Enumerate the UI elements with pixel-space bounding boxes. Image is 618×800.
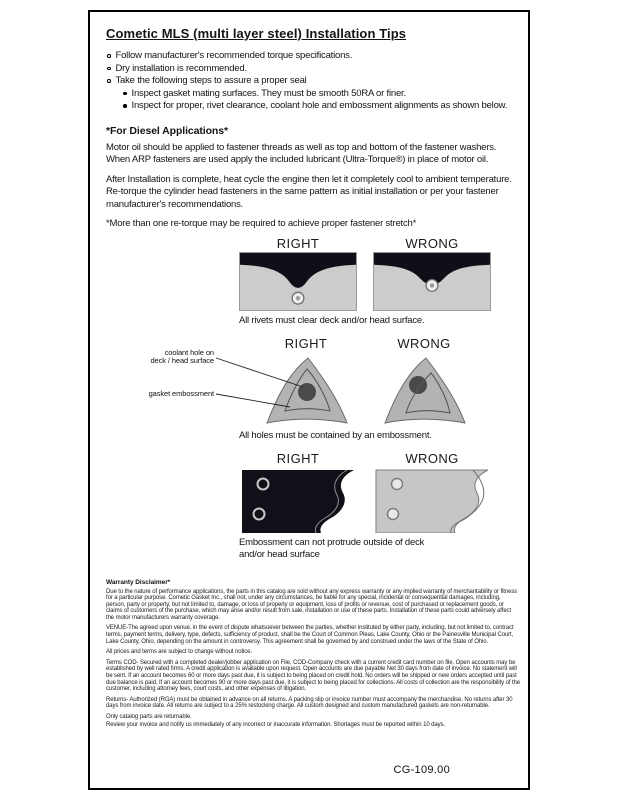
sub-tip-item (106, 100, 520, 113)
right-label: RIGHT (276, 450, 320, 466)
embossment-protruding-icon (373, 467, 491, 533)
heat-cycle-paragraph: After Installation is complete, heat cycle the engine then let it completely cool to ambient temperature. Re-torque the cylinder head fasteners in the same pattern as initial installation or per your fastener manufacturer's recommendations. (106, 173, 512, 210)
tip-text: Dry installation is recommended. (115, 62, 247, 74)
right-label: RIGHT (276, 235, 320, 251)
embossment-wrong-diagram (373, 467, 491, 533)
rivet-clearance-bad-icon (374, 253, 490, 310)
warranty-paragraph: Due to the nature of performance applications, the parts in this catalog are sold without any express warranty or any implied warranty of merchantability or fitness for a particular purpose. Cometic Gasket Inc., shall not, under any circumstances, be liable for any special, incidental or consequential damages, including, person, party or property, but not limited to, damage, or loss of property or equipment, loss of profits or revenue, cost of purchased or replacement goods, or claims of customers of the purchase, which may arise and/or result from sale, installation or use of these parts. Installation of these parts could adversely affect the motor manufacturers warranty coverage. (106, 588, 518, 621)
hole-wrong-diagram (376, 352, 472, 426)
motor-oil-paragraph: Motor oil should be applied to fastener threads as well as top and bottom of the fastener washers. When ARP fasteners are used apply the included lubricant (Ultra-Torque®) in place of motor oil. (106, 141, 497, 165)
right-label: RIGHT (284, 335, 328, 351)
rivet-right-diagram (239, 252, 357, 311)
open-bullet-icon (107, 79, 111, 83)
warranty-paragraph: Terms COD- Secured with a completed dealer/jobber application on File, COD-Company check with a current credit card number on file. Open accounts may be established by well rated firms. A credit application is available upon request. Open accounts are due payable Net 30 days from date of invoice. No statement will be sent. If an account becomes 60 or more days past due, it is subject to being placed on credit hold. No orders will be shipped or new orders accepted until past due balance is paid. If an account becomes 90 or more days past due, it is subject to being placed for collections. All costs of collection are the responsibility of the customer, including attorney fees, court costs, and other expenses of litigation. (106, 659, 521, 693)
page-title: Cometic MLS (multi layer steel) Installation Tips (106, 26, 407, 41)
open-bullet-icon (107, 54, 111, 58)
embossment-right-diagram (239, 467, 357, 533)
sub-tip-text: Inspect for proper, rivet clearance, coolant hole and embossment alignments as shown below. (131, 100, 508, 111)
wrong-label: WRONG (397, 335, 451, 351)
warranty-paragraph: Returns- Authorized (RGA) must be obtained in advance on all returns. A packing slip or invoice number must accompany the merchandise. No returns after 30 days from invoice date. All returns are subject to a 25% restocking charge. All custom designed and custom manufactured gaskets are non-returnable. (106, 696, 513, 710)
wrong-label: WRONG (405, 450, 459, 466)
hole-caption: All holes must be contained by an embossment. (239, 429, 432, 441)
embossment-inside-icon (239, 467, 357, 533)
page-frame (88, 10, 530, 790)
tips-list (106, 50, 520, 113)
filled-bullet-icon (123, 92, 127, 96)
gasket-embossment-label: gasket embossment (148, 388, 214, 398)
embossment-diagram-grid (239, 452, 491, 533)
page-code: CG-109.00 (393, 764, 450, 776)
warranty-paragraph: All prices and terms are subject to change without notice. (106, 649, 252, 656)
rivet-wrong-diagram (373, 252, 491, 311)
hole-diagram-grid (258, 337, 472, 426)
hole-embossment-section (106, 337, 520, 442)
warranty-section (106, 579, 520, 729)
warranty-paragraph: Only catalog parts are returnable. (106, 714, 192, 720)
sub-tip-item (106, 88, 520, 101)
hole-not-contained-icon (376, 352, 472, 426)
warranty-heading: Warranty Disclaimer* (106, 578, 171, 586)
rivet-clearance-ok-icon (240, 253, 356, 310)
coolant-hole-label (106, 349, 214, 366)
wrong-label: WRONG (405, 235, 459, 251)
tip-item (106, 75, 520, 88)
tip-text: Take the following steps to assure a proper seal (115, 75, 307, 86)
embossment-caption: Embossment can not protrude outside of deck and/or head surface (239, 536, 425, 560)
diesel-applications-heading: *For Diesel Applications* (106, 124, 228, 137)
coolant-hole-label-line2: deck / head surface (150, 356, 214, 365)
tip-item (106, 50, 520, 63)
warranty-paragraph: Review your invoice and notify us immediately of any incorrect or inaccurate information. Shortages must be reported within 10 days. (106, 721, 445, 728)
coolant-hole-label-line1: coolant hole on (164, 347, 214, 357)
embossment-protrusion-section (106, 452, 520, 561)
sub-tip-text: Inspect gasket mating surfaces. They must be smooth 50RA or finer. (131, 87, 406, 99)
hole-right-diagram (258, 352, 354, 426)
tip-text: Follow manufacturer's recommended torque specifications. (115, 50, 353, 61)
filled-bullet-icon (123, 104, 127, 108)
rivet-diagram-section (106, 237, 520, 327)
tip-item (106, 63, 520, 76)
open-bullet-icon (107, 67, 111, 71)
hole-contained-icon (258, 352, 354, 426)
rivet-diagram-grid (239, 237, 491, 311)
rivet-caption: All rivets must clear deck and/or head surface. (239, 314, 425, 326)
retorque-note: *More than one re-torque may be required to achieve proper fastener stretch* (106, 218, 417, 229)
warranty-paragraph: VENUE-The agreed upon venue, in the event of dispute whatsoever between the parties, whether instituted by either party, including, but not limited to, contract terms, payment terms, delivery, type, defects, sufficiency of product, shall be the Court of Common Pleas, Lake County, Ohio or the Painesville Municipal Court, Lake County, Ohio, depending on the amount in controversy. This agreement shall be governed by and construed under the laws of the State of Ohio. (106, 625, 514, 645)
